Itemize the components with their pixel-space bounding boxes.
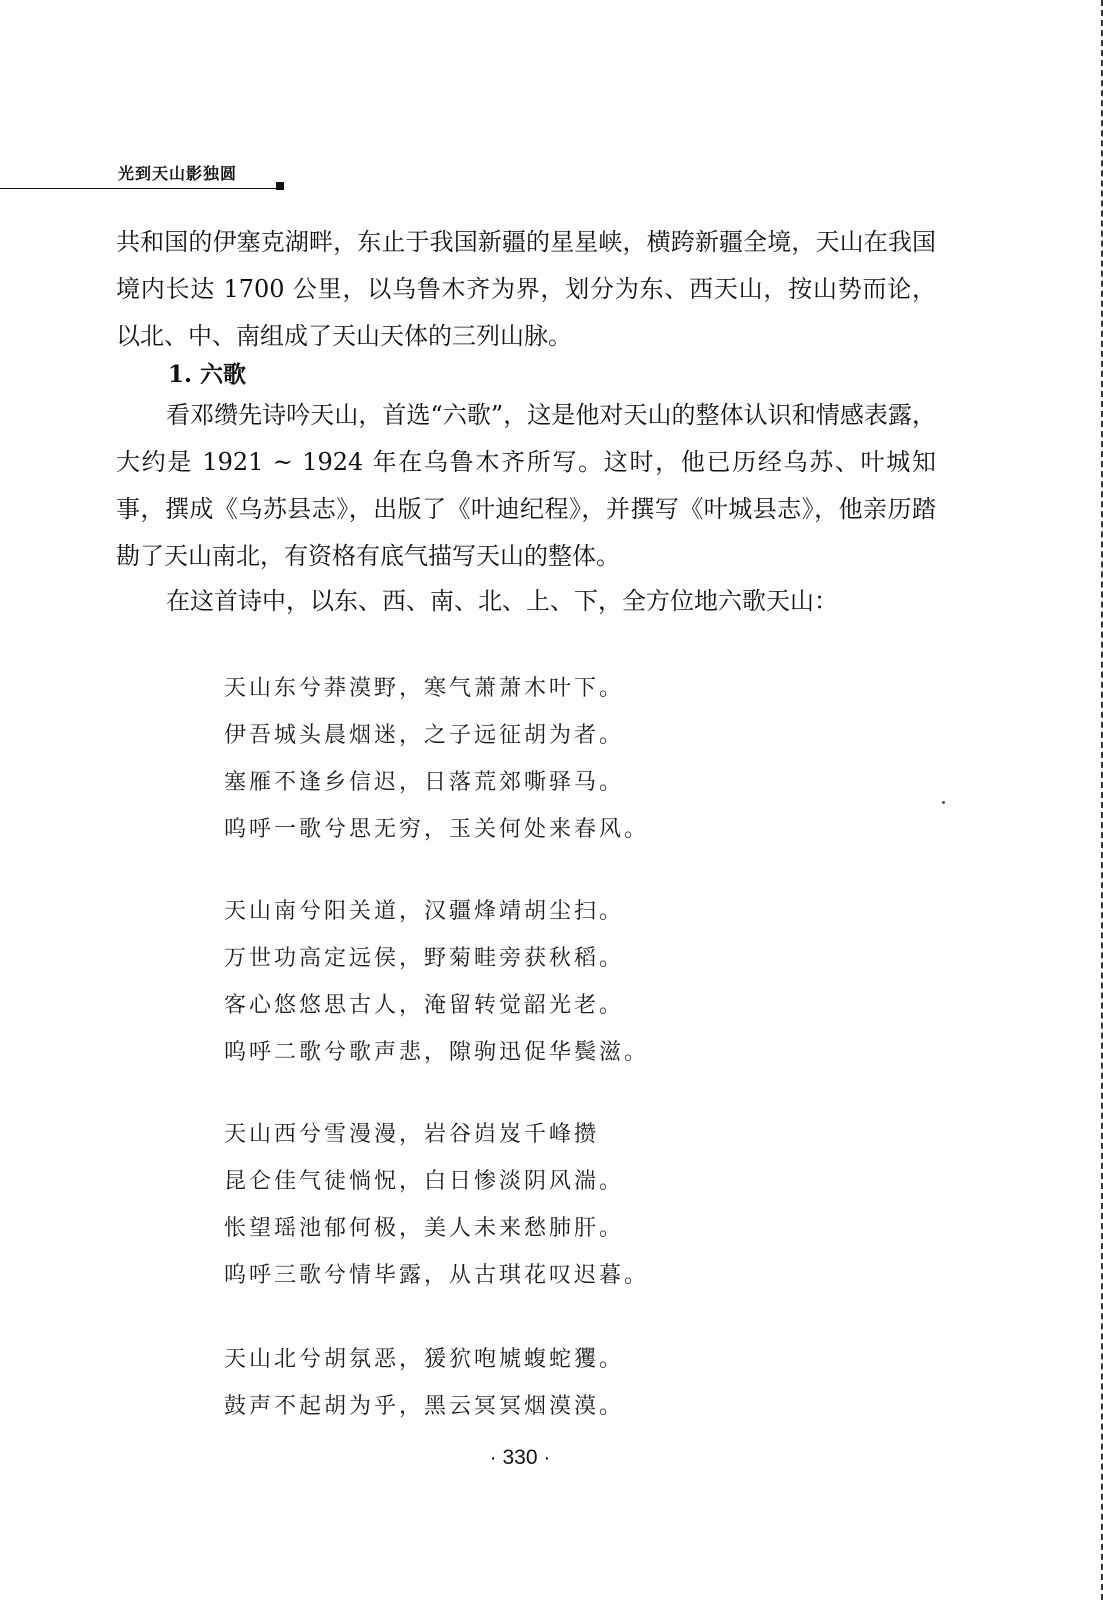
header-rule [0, 188, 276, 189]
running-header [0, 164, 285, 192]
header-square-mark [276, 182, 284, 190]
poem-line: 伊吾城头晨烟迷，之子远征胡为者。 [224, 723, 625, 748]
section-heading: 1. 六歌 [168, 361, 247, 388]
poem-stanza-3 [224, 1111, 684, 1299]
poem-line: 昆仑佳气徒惝怳，白日惨淡阴风湍。 [224, 1169, 625, 1194]
poem-line: 怅望瑶池郁何极，美人未来愁肺肝。 [224, 1216, 625, 1241]
poem-line: 呜呼一歌兮思无穷，玉关何处来春风。 [224, 817, 650, 842]
running-title: 光到天山影独圆 [118, 164, 238, 183]
poem-line: 天山北兮胡氛恶，猨狖咆虓蝮蛇玃。 [224, 1347, 625, 1372]
poem-stanza-2 [224, 888, 684, 1076]
poem-line: 客心悠悠思古人，淹留转觉韶光老。 [224, 993, 625, 1018]
page-number: · 330 · [489, 1446, 551, 1469]
poem-line: 天山南兮阳关道，汉疆烽靖胡尘扫。 [224, 899, 625, 924]
poem-stanza-4 [224, 1336, 684, 1430]
page-edge [1097, 0, 1103, 1600]
poem-line: 天山西兮雪漫漫，岩谷岿岌千峰攒 [224, 1122, 600, 1147]
poem-line: 鼓声不起胡为乎，黑云冥冥烟漠漠。 [224, 1394, 625, 1419]
poem-line: 天山东兮莽漠野，寒气萧萧木叶下。 [224, 676, 625, 701]
poem-line: 塞雁不逢乡信迟，日落荒郊嘶驿马。 [224, 770, 625, 795]
poem-line: 呜呼三歌兮情毕露，从古琪花叹迟暮。 [224, 1263, 650, 1288]
poem-line: 万世功高定远侯，野菊畦旁获秋稻。 [224, 946, 625, 971]
poem-stanza-1 [224, 665, 684, 853]
scan-speck [942, 801, 945, 804]
body-paragraph-3: 在这首诗中，以东、西、南、北、上、下，全方位地六歌天山： [166, 587, 838, 615]
body-paragraph-1: 共和国的伊塞克湖畔，东止于我国新疆的星星峡，横跨新疆全境，天山在我国境内长达 1700 公里，以乌鲁木齐为界，划分为东、西天山，按山势而论，以北、中、南组成了天山天体的三列山脉。 [116, 228, 936, 350]
poem-line: 呜呼二歌兮歌声悲，隙驹迅促华鬓滋。 [224, 1040, 650, 1065]
body-paragraph-2: 看邓缵先诗吟天山，首选“六歌”，这是他对天山的整体认识和情感表露，大约是 1921 ~ 1924 年在乌鲁木齐所写。这时，他已历经乌苏、叶城知事，撰成《乌苏县志》，出版了《叶迪纪程》，并撰写《叶城县志》，他亲历踏勘了天山南北，有资格有底气描写天山的整体。 [116, 401, 936, 570]
